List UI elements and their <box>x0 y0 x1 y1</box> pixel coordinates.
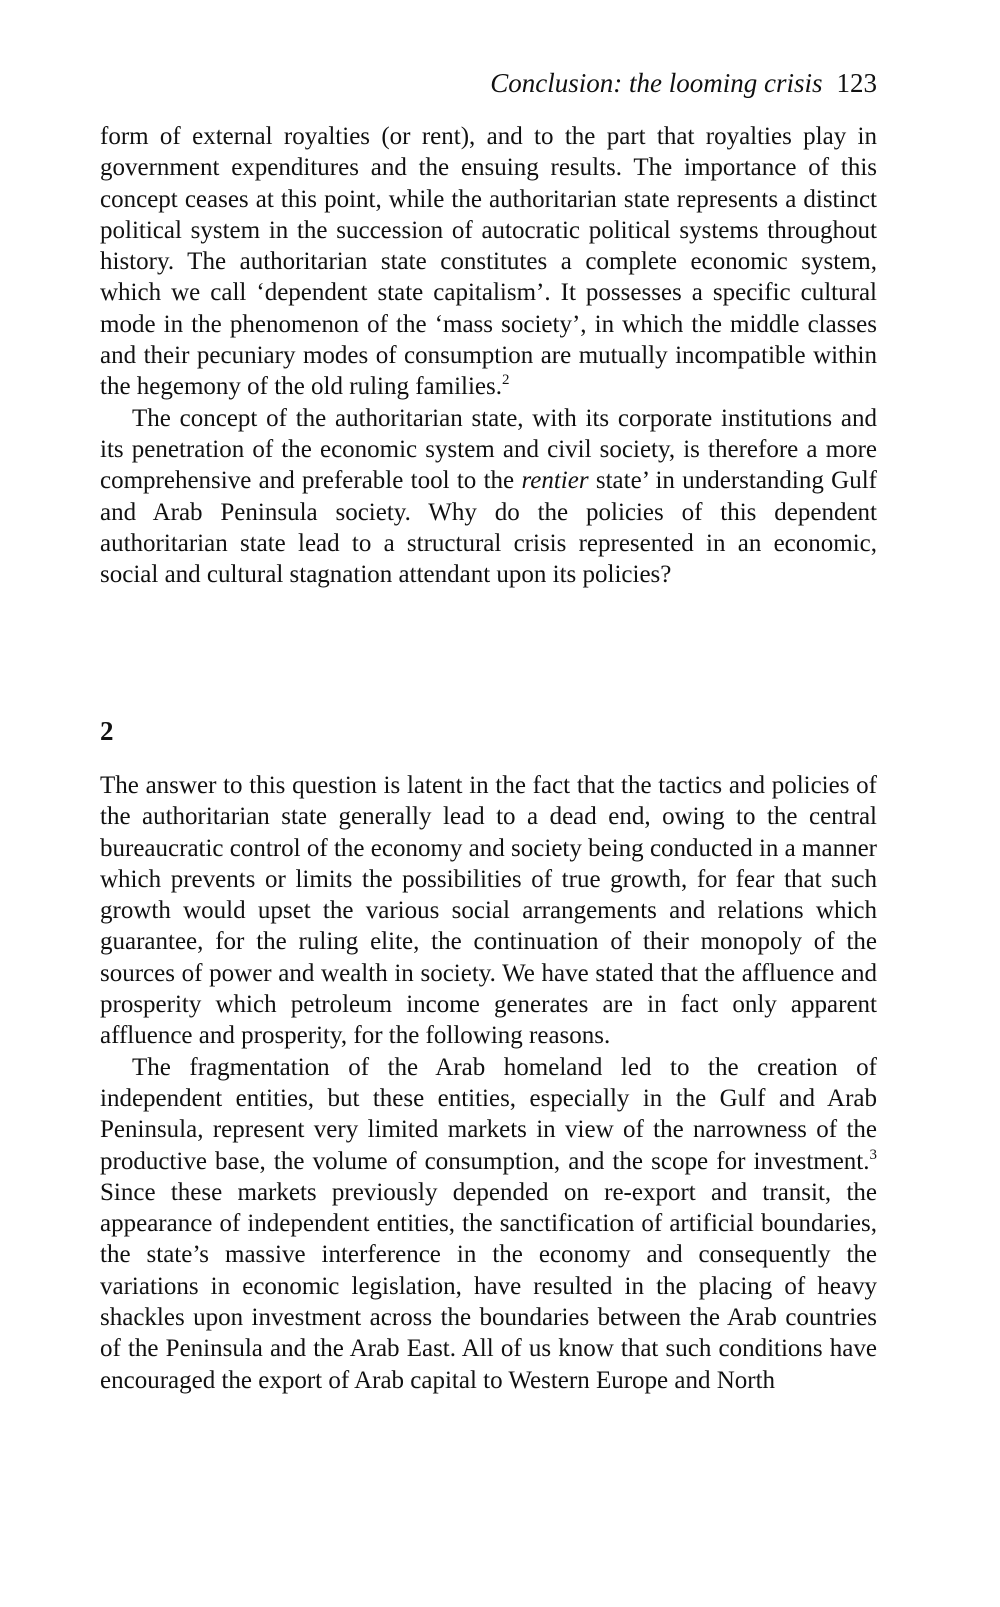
text-block-upper <box>100 121 877 590</box>
paragraph <box>100 770 877 1052</box>
paragraph-text: form of external royalties (or rent), and to the part that royalties play in government expenditures and the ensuing results. The importance of this concept ceases at this point, while the authoritarian state represents a distinct political system in the succession of autocratic political systems throughout history. The authoritarian state constitutes a complete economic system, which we call ‘dependent state capitalism’. It possesses a specific cultural mode in the phenomenon of the ‘mass society’, in which the middle classes and their pecuniary modes of consumption are mutually incompatible within the hegemony of the old ruling families. <box>100 123 877 401</box>
footnote-marker: 3 <box>869 1146 877 1163</box>
emphasis-text: rentier <box>521 467 589 495</box>
paragraph-text: The answer to this question is latent in the fact that the tactics and policies of the authoritarian state generally lead to a dead end, owing to the central bureaucratic control of the economy and society being conducted in a manner which prevents or limits the possibilities of true growth, for fear that such growth would upset the various social arrangements and relations which guarantee, for the ruling elite, the continuation of their monopoly of the sources of power and wealth in society. We have stated that the affluence and prosperity which petroleum income generates are in fact only apparent affluence and prosperity, for the following reasons. <box>100 772 877 1050</box>
page-number: 123 <box>836 68 877 98</box>
paragraph <box>100 403 877 591</box>
paragraph-text: The concept of the authoritarian state, with its corporate institutions and its penetration of the economic system and civil society, is therefore a more comprehensive and preferable tool to the <box>100 404 877 495</box>
paragraph-text: Since these markets previously depended on re-export and transit, the appearance of independent entities, the sanctification of artificial boundaries, the state’s massive interference in the economy and consequently the variations in economic legislation, have resulted in the placing of heavy shackles upon investment across the boundaries between the Arab countries of the Peninsula and the Arab East. All of us know that such conditions have encouraged the export of Arab capital to Western Europe and North <box>100 1178 877 1394</box>
paragraph-text: The fragmentation of the Arab homeland led to the creation of independent entities, but these entities, especially in the Gulf and Arab Peninsula, represent very limited markets in view of the narrowness of the productive base, the volume of consumption, and the scope for investment. <box>100 1053 877 1175</box>
running-title: Conclusion: the looming crisis <box>490 68 823 98</box>
footnote-marker: 2 <box>502 372 510 389</box>
section-number: 2 <box>100 716 114 746</box>
text-block-lower <box>100 770 877 1396</box>
paragraph <box>100 1052 877 1396</box>
paragraph-text: state’ in understanding Gulf and Arab Peninsula society. Why do the policies of this dependent authoritarian state lead to a structural crisis represented in an economic, social and cultural stagnation attendant upon its policies? <box>100 467 877 589</box>
paragraph <box>100 121 877 403</box>
running-head <box>100 70 877 97</box>
